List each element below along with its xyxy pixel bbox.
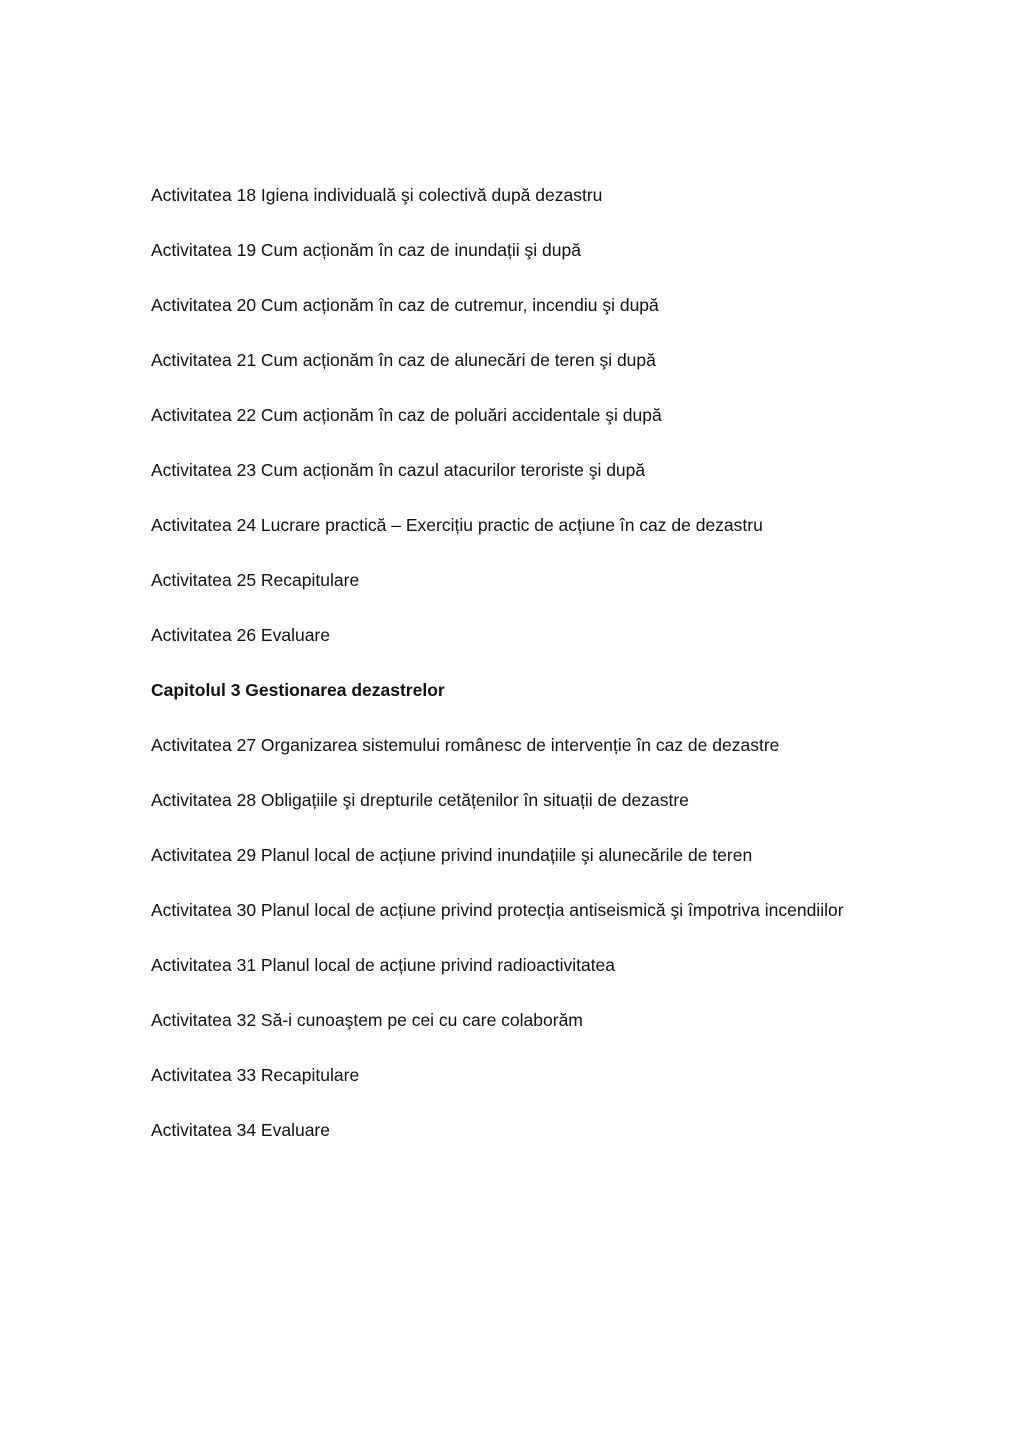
activity-list bbox=[151, 180, 873, 1170]
activity-21: Activitatea 21 Cum acționăm în caz de alunecări de teren şi după bbox=[151, 350, 656, 370]
activity-33: Activitatea 33 Recapitulare bbox=[151, 1065, 360, 1085]
chapter-heading: Capitolul 3 Gestionarea dezastrelor bbox=[151, 680, 445, 700]
activity-24: Activitatea 24 Lucrare practică – Exercițiu practic de acțiune în caz de dezastru bbox=[151, 515, 763, 535]
activity-18: Activitatea 18 Igiena individuală şi colectivă după dezastru bbox=[151, 185, 603, 205]
activity-20: Activitatea 20 Cum acționăm în caz de cutremur, incendiu şi după bbox=[151, 295, 659, 315]
activity-31: Activitatea 31 Planul local de acțiune privind radioactivitatea bbox=[151, 955, 616, 975]
activity-34: Activitatea 34 Evaluare bbox=[151, 1120, 330, 1140]
activity-22: Activitatea 22 Cum acționăm în caz de poluări accidentale şi după bbox=[151, 405, 662, 425]
activity-19: Activitatea 19 Cum acționăm în caz de inundații şi după bbox=[151, 240, 581, 260]
activity-32: Activitatea 32 Să-i cunoaştem pe cei cu care colaborăm bbox=[151, 1010, 583, 1030]
activity-30: Activitatea 30 Planul local de acțiune privind protecția antiseismică şi împotriva incendiilor bbox=[151, 900, 844, 920]
activity-27: Activitatea 27 Organizarea sistemului românesc de intervenție în caz de dezastre bbox=[151, 735, 780, 755]
activity-26: Activitatea 26 Evaluare bbox=[151, 625, 330, 645]
activity-28: Activitatea 28 Obligațiile şi drepturile cetățenilor în situații de dezastre bbox=[151, 790, 689, 810]
activity-25: Activitatea 25 Recapitulare bbox=[151, 570, 360, 590]
activity-23: Activitatea 23 Cum acționăm în cazul atacurilor teroriste şi după bbox=[151, 460, 646, 480]
activity-29: Activitatea 29 Planul local de acțiune privind inundațiile şi alunecările de teren bbox=[151, 845, 753, 865]
